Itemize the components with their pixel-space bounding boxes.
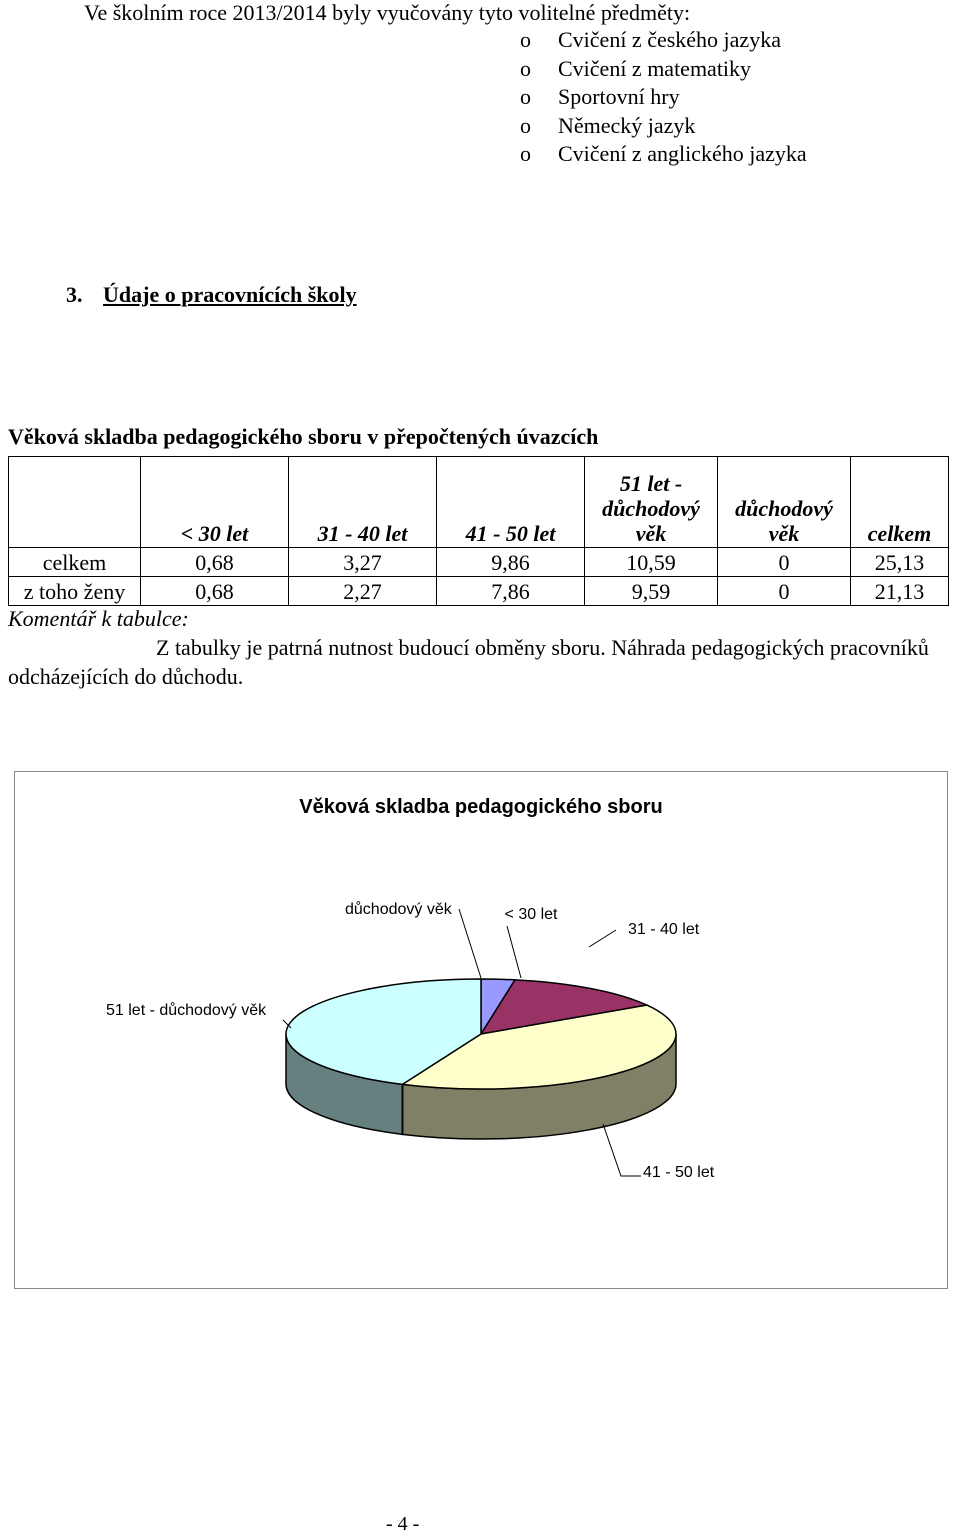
table-row [9, 548, 949, 577]
list-item [520, 26, 807, 55]
section-number: 3. [66, 282, 83, 307]
bullet: o [520, 84, 531, 109]
subject-label: Cvičení z českého jazyka [558, 27, 781, 52]
leader-line-41-50 [603, 1124, 641, 1176]
subject-list [520, 26, 807, 169]
list-item [520, 83, 807, 112]
subject-label: Sportovní hry [558, 84, 680, 109]
table-cell: 0 [718, 548, 851, 577]
table-cell: 2,27 [289, 577, 437, 606]
bullet: o [520, 141, 531, 166]
table-cell: 9,86 [437, 548, 585, 577]
table-cell: 25,13 [851, 548, 949, 577]
table-cell: 21,13 [851, 577, 949, 606]
table-header: < 30 let [141, 457, 289, 548]
leader-line-31-40 [589, 930, 616, 947]
subject-label: Německý jazyk [558, 112, 696, 138]
intro-text: Ve školním roce 2013/2014 byly vyučovány tyto volitelné předměty: [84, 0, 691, 25]
bullet: o [520, 55, 531, 81]
comment-label: Komentář k tabulce: [8, 606, 189, 631]
pie-label-under-30: < 30 let [504, 906, 558, 923]
table-header: důchodový věk [718, 457, 851, 548]
table-cell: 0,68 [141, 548, 289, 577]
pie-label-31-40: 31 - 40 let [628, 921, 700, 938]
age-table [8, 456, 949, 606]
table-cell: 7,86 [437, 577, 585, 606]
pie-label-51-retirement: 51 let - důchodový věk [106, 1002, 267, 1019]
table-header: 41 - 50 let [437, 457, 585, 548]
table-cell: 10,59 [585, 548, 718, 577]
table-row [9, 577, 949, 606]
pie-chart-frame [14, 771, 948, 1289]
subject-label: Cvičení z anglického jazyka [558, 141, 807, 166]
table-header [9, 457, 141, 548]
list-item [520, 112, 807, 141]
table-header: 51 let - důchodový věk [585, 457, 718, 548]
table-cell: 9,59 [585, 577, 718, 606]
subject-label: Cvičení z matematiky [558, 55, 752, 81]
table-header: celkem [851, 457, 949, 548]
page-number: - 4 - [386, 1513, 420, 1535]
bullet: o [520, 112, 531, 138]
leader-line-retirement [459, 909, 481, 978]
list-item [520, 140, 807, 169]
row-label: celkem [9, 548, 141, 577]
table-header-row [9, 457, 949, 548]
leader-line-under-30 [507, 926, 521, 978]
section-heading [66, 282, 357, 308]
section-title: Údaje o pracovnících školy [103, 282, 357, 307]
pie-label-retirement: důchodový věk [345, 901, 452, 918]
bullet: o [520, 27, 531, 52]
pie-slices [286, 979, 676, 1089]
table-cell: 0,68 [141, 577, 289, 606]
table-cell: 0 [718, 577, 851, 606]
pie-label-41-50: 41 - 50 let [643, 1164, 715, 1181]
row-label: z toho ženy [9, 577, 141, 606]
table-cell: 3,27 [289, 548, 437, 577]
table-header: 31 - 40 let [289, 457, 437, 548]
list-item [520, 55, 807, 84]
table-caption: Věková skladba pedagogického sboru v přepočtených úvazcích [8, 424, 599, 449]
comment-text: Z tabulky je patrná nutnost budoucí obměny sboru. Náhrada pedagogických pracovníků odcházejících do důchodu. [8, 635, 929, 689]
chart-title: Věková skladba pedagogického sboru [299, 796, 663, 818]
pie-chart [15, 772, 947, 1288]
